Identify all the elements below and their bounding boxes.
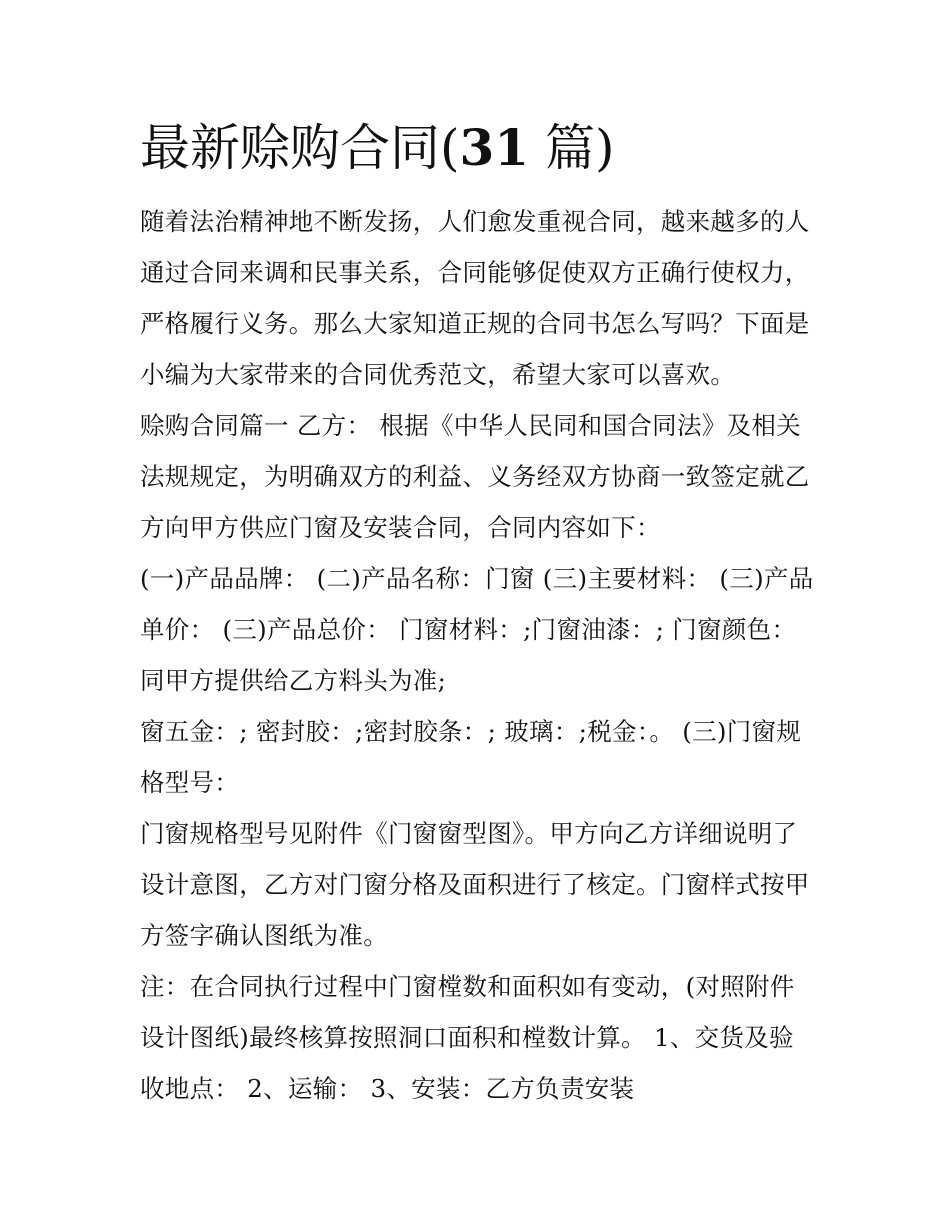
body-line: 格型号： xyxy=(140,768,240,797)
body-line: 收地点： 2、运输： 3、安装：乙方负责安装 xyxy=(140,1074,635,1103)
body-line: 随着法治精神地不断发扬，人们愈发重视合同，越来越多的人 xyxy=(140,207,810,236)
title-suffix: 篇) xyxy=(529,119,615,177)
body-line: 窗五金：; 密封胶：;密封胶条：; 玻璃：;税金：。 (三)门窗规 xyxy=(140,717,802,746)
title-number: 31 xyxy=(459,118,530,177)
body-line: (一)产品品牌： (二)产品名称：门窗 (三)主要材料： (三)产品 xyxy=(140,564,814,593)
body-line: 门窗规格型号见附件《门窗窗型图》。甲方向乙方详细说明了 xyxy=(140,819,798,848)
body-line: 方签字确认图纸为准。 xyxy=(140,921,388,950)
body-line: 注：在合同执行过程中门窗樘数和面积如有变动，(对照附件 xyxy=(140,972,795,1001)
body-line: 同甲方提供给乙方料头为准; xyxy=(140,666,447,695)
body-line: 方向甲方供应门窗及安装合同，合同内容如下： xyxy=(140,513,661,542)
body-line: 单价： (三)产品总价： 门窗材料：;门窗油漆：; 门窗颜色： xyxy=(140,615,797,644)
body-line: 赊购合同篇一 乙方： 根据《中华人民同和国合同法》及相关 xyxy=(140,411,801,440)
body-line: 法规规定，为明确双方的利益、义务经双方协商一致签定就乙 xyxy=(140,462,810,491)
body-line: 严格履行义务。那么大家知道正规的合同书怎么写吗？下面是 xyxy=(140,309,810,338)
body-line: 设计图纸)最终核算按照洞口面积和樘数计算。 1、交货及验 xyxy=(140,1023,794,1052)
document-title xyxy=(140,112,820,184)
body-line: 设计意图，乙方对门窗分格及面积进行了核定。门窗样式按甲 xyxy=(140,870,810,899)
body-line: 小编为大家带来的合同优秀范文，希望大家可以喜欢。 xyxy=(140,360,736,389)
body-line: 通过合同来调和民事关系，合同能够促使双方正确行使权力， xyxy=(140,258,810,287)
title-prefix: 最新赊购合同( xyxy=(140,119,460,177)
document-body xyxy=(140,196,820,1114)
